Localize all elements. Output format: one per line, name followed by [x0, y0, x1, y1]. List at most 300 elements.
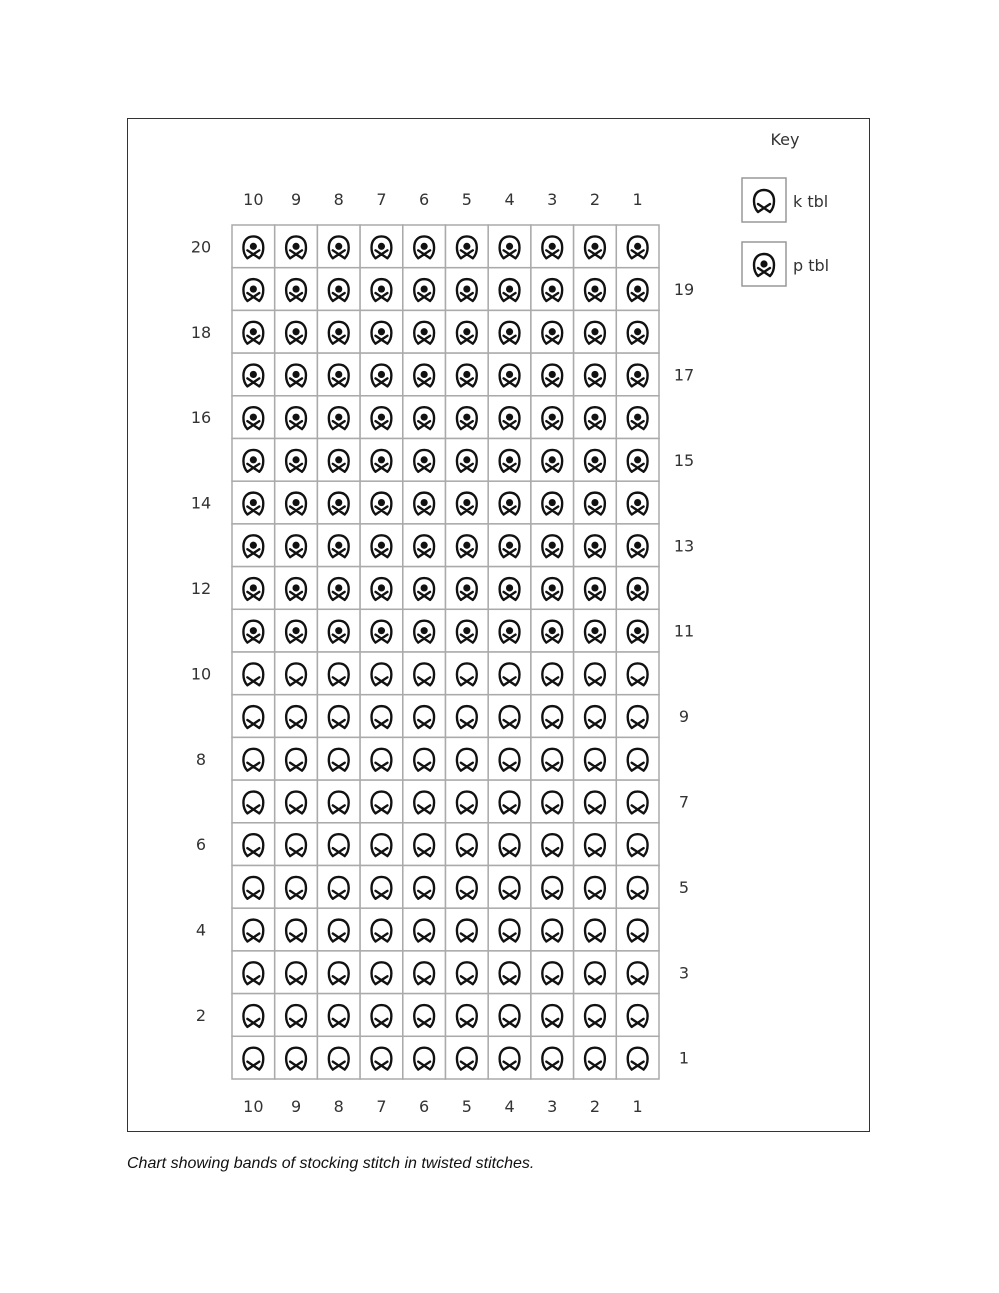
- stitch-cell: [531, 353, 574, 396]
- stitch-cell: [488, 823, 531, 866]
- stitch-cell: [446, 823, 489, 866]
- stitch-cell-box: [317, 652, 360, 695]
- stitch-cell: [275, 481, 318, 524]
- stitch-cell: [317, 439, 360, 482]
- stitch-cell: [360, 225, 403, 268]
- row-number: 17: [673, 365, 695, 385]
- stitch-cell: [403, 396, 446, 439]
- stitch-cell-box: [317, 823, 360, 866]
- stitch-cell: [275, 695, 318, 738]
- stitch-grid: [232, 225, 659, 1079]
- stitch-cell: [446, 396, 489, 439]
- stitch-cell-box: [446, 823, 489, 866]
- stitch-cell-box: [531, 652, 574, 695]
- stitch-cell: [574, 951, 617, 994]
- stitch-cell: [360, 908, 403, 951]
- stitch-cell: [317, 652, 360, 695]
- stitch-cell: [616, 737, 659, 780]
- row-number: 19: [673, 280, 695, 300]
- stitch-cell: [488, 951, 531, 994]
- stitch-cell: [446, 609, 489, 652]
- stitch-cell: [232, 866, 275, 909]
- stitch-cell: [360, 780, 403, 823]
- stitch-cell-box: [275, 737, 318, 780]
- stitch-cell: [488, 780, 531, 823]
- stitch-cell: [531, 695, 574, 738]
- stitch-cell-box: [488, 994, 531, 1037]
- stitch-cell: [275, 609, 318, 652]
- stitch-cell-box: [275, 823, 318, 866]
- row-numbers-right: [674, 280, 694, 1068]
- stitch-cell-box: [403, 994, 446, 1037]
- stitch-cell-box: [360, 951, 403, 994]
- stitch-cell: [232, 524, 275, 567]
- stitch-cell-box: [360, 823, 403, 866]
- stitch-cell: [360, 866, 403, 909]
- row-number: 5: [678, 877, 690, 897]
- stitch-cell: [574, 823, 617, 866]
- stitch-cell: [531, 951, 574, 994]
- row-number: 9: [678, 707, 690, 727]
- stitch-cell-box: [232, 994, 275, 1037]
- row-number: 3: [678, 963, 690, 983]
- stitch-cell: [403, 951, 446, 994]
- stitch-cell-box: [531, 780, 574, 823]
- stitch-cell: [317, 737, 360, 780]
- column-number: 5: [461, 190, 472, 209]
- stitch-cell: [531, 481, 574, 524]
- stitch-cell: [232, 567, 275, 610]
- stitch-cell-box: [360, 695, 403, 738]
- row-number: 6: [195, 835, 207, 855]
- stitch-cell: [616, 353, 659, 396]
- stitch-cell-box: [360, 1036, 403, 1079]
- stitch-cell: [317, 567, 360, 610]
- stitch-cell-box: [531, 1036, 574, 1079]
- column-numbers-top: [243, 190, 643, 209]
- stitch-cell-box: [360, 908, 403, 951]
- stitch-cell-box: [574, 994, 617, 1037]
- stitch-cell-box: [574, 866, 617, 909]
- stitch-cell-box: [574, 908, 617, 951]
- stitch-cell: [446, 737, 489, 780]
- stitch-cell: [360, 353, 403, 396]
- stitch-cell: [317, 908, 360, 951]
- stitch-cell: [531, 737, 574, 780]
- column-numbers-bottom: [243, 1097, 643, 1116]
- stitch-cell: [574, 652, 617, 695]
- stitch-cell: [275, 353, 318, 396]
- stitch-cell: [574, 780, 617, 823]
- stitch-cell: [531, 310, 574, 353]
- stitch-cell: [275, 994, 318, 1037]
- stitch-cell: [574, 737, 617, 780]
- stitch-cell-box: [232, 866, 275, 909]
- stitch-cell: [488, 396, 531, 439]
- stitch-cell: [574, 481, 617, 524]
- stitch-cell-box: [403, 866, 446, 909]
- stitch-cell-box: [488, 1036, 531, 1079]
- stitch-cell-box: [446, 780, 489, 823]
- stitch-cell: [616, 524, 659, 567]
- stitch-cell: [446, 439, 489, 482]
- stitch-cell: [616, 481, 659, 524]
- stitch-cell: [616, 396, 659, 439]
- stitch-cell: [317, 823, 360, 866]
- stitch-cell: [616, 567, 659, 610]
- stitch-cell: [232, 353, 275, 396]
- stitch-cell: [317, 1036, 360, 1079]
- column-number: 6: [419, 190, 430, 209]
- stitch-cell: [488, 994, 531, 1037]
- stitch-cell: [616, 908, 659, 951]
- stitch-cell: [574, 609, 617, 652]
- stitch-cell-box: [446, 908, 489, 951]
- stitch-cell: [317, 353, 360, 396]
- row-numbers-left: [191, 237, 211, 1025]
- stitch-cell-box: [531, 823, 574, 866]
- stitch-cell-box: [616, 780, 659, 823]
- stitch-cell: [360, 951, 403, 994]
- stitch-cell: [317, 396, 360, 439]
- stitch-cell-box: [488, 695, 531, 738]
- stitch-cell-box: [275, 695, 318, 738]
- stitch-cell-box: [403, 780, 446, 823]
- row-number: 15: [673, 450, 695, 470]
- stitch-cell: [275, 652, 318, 695]
- stitch-cell: [616, 609, 659, 652]
- stitch-cell-box: [275, 866, 318, 909]
- row-number: 13: [673, 536, 695, 556]
- stitch-cell-box: [574, 737, 617, 780]
- stitch-cell: [360, 1036, 403, 1079]
- stitch-cell: [232, 225, 275, 268]
- row-number: 11: [673, 621, 695, 641]
- stitch-cell: [360, 695, 403, 738]
- stitch-cell: [232, 695, 275, 738]
- stitch-cell-box: [531, 908, 574, 951]
- stitch-cell: [488, 353, 531, 396]
- stitch-cell-box: [360, 737, 403, 780]
- stitch-cell-box: [616, 866, 659, 909]
- stitch-cell: [616, 439, 659, 482]
- stitch-cell: [446, 994, 489, 1037]
- key-swatch-k-tbl: [742, 178, 786, 222]
- stitch-cell-box: [403, 695, 446, 738]
- stitch-cell: [403, 225, 446, 268]
- stitch-cell-box: [317, 737, 360, 780]
- stitch-cell: [446, 652, 489, 695]
- stitch-cell: [488, 567, 531, 610]
- stitch-cell-box: [531, 695, 574, 738]
- stitch-cell-box: [403, 1036, 446, 1079]
- stitch-cell: [488, 310, 531, 353]
- stitch-cell: [232, 1036, 275, 1079]
- stitch-cell: [403, 353, 446, 396]
- stitch-cell-box: [446, 695, 489, 738]
- stitch-cell-box: [574, 951, 617, 994]
- stitch-cell: [232, 737, 275, 780]
- stitch-cell: [317, 524, 360, 567]
- stitch-cell-box: [275, 951, 318, 994]
- stitch-cell: [275, 310, 318, 353]
- stitch-cell-box: [275, 908, 318, 951]
- stitch-cell-box: [616, 652, 659, 695]
- stitch-cell-box: [232, 695, 275, 738]
- stitch-cell: [232, 951, 275, 994]
- stitch-cell: [275, 1036, 318, 1079]
- stitch-cell: [446, 268, 489, 311]
- stitch-cell: [531, 439, 574, 482]
- stitch-cell-box: [232, 652, 275, 695]
- stitch-cell: [616, 1036, 659, 1079]
- stitch-cell: [317, 225, 360, 268]
- row-number: 12: [190, 578, 212, 598]
- stitch-cell-box: [531, 866, 574, 909]
- stitch-cell: [232, 268, 275, 311]
- stitch-cell-box: [446, 737, 489, 780]
- stitch-cell-box: [403, 823, 446, 866]
- stitch-cell: [403, 695, 446, 738]
- stitch-cell-box: [616, 695, 659, 738]
- stitch-cell-box: [232, 780, 275, 823]
- stitch-cell-box: [446, 994, 489, 1037]
- key-label-k-tbl: k tbl: [793, 192, 829, 211]
- stitch-cell: [446, 225, 489, 268]
- stitch-cell: [488, 652, 531, 695]
- stitch-cell: [574, 225, 617, 268]
- stitch-cell-box: [232, 823, 275, 866]
- stitch-cell: [275, 951, 318, 994]
- column-number: 10: [243, 1097, 264, 1116]
- stitch-cell-box: [488, 737, 531, 780]
- stitch-cell: [488, 524, 531, 567]
- row-number: 4: [195, 920, 207, 940]
- row-number: 2: [195, 1005, 207, 1025]
- stitch-cell: [488, 1036, 531, 1079]
- stitch-cell-box: [574, 652, 617, 695]
- stitch-cell: [360, 609, 403, 652]
- stitch-cell: [403, 823, 446, 866]
- stitch-cell-box: [403, 908, 446, 951]
- stitch-cell: [616, 652, 659, 695]
- column-number: 9: [290, 1097, 302, 1116]
- stitch-cell: [446, 524, 489, 567]
- stitch-cell-box: [232, 951, 275, 994]
- stitch-cell: [317, 951, 360, 994]
- stitch-cell-box: [403, 737, 446, 780]
- stitch-cell-box: [446, 652, 489, 695]
- stitch-cell: [275, 225, 318, 268]
- stitch-cell: [403, 310, 446, 353]
- stitch-cell: [488, 737, 531, 780]
- stitch-cell: [232, 994, 275, 1037]
- stitch-cell: [531, 908, 574, 951]
- stitch-cell-box: [616, 951, 659, 994]
- stitch-cell-box: [616, 823, 659, 866]
- stitch-cell: [574, 908, 617, 951]
- stitch-cell: [531, 866, 574, 909]
- stitch-cell: [275, 439, 318, 482]
- stitch-cell-box: [317, 866, 360, 909]
- stitch-cell: [616, 823, 659, 866]
- stitch-cell-box: [488, 908, 531, 951]
- stitch-cell: [360, 310, 403, 353]
- stitch-cell: [446, 1036, 489, 1079]
- stitch-cell: [488, 695, 531, 738]
- stitch-cell: [446, 310, 489, 353]
- stitch-cell: [574, 695, 617, 738]
- stitch-cell: [275, 780, 318, 823]
- stitch-cell: [574, 439, 617, 482]
- stitch-cell: [574, 994, 617, 1037]
- row-number: 10: [190, 664, 212, 684]
- stitch-cell: [446, 695, 489, 738]
- stitch-cell: [232, 310, 275, 353]
- stitch-cell: [360, 737, 403, 780]
- stitch-cell: [488, 225, 531, 268]
- stitch-cell: [275, 567, 318, 610]
- column-number: 6: [419, 1097, 430, 1116]
- stitch-cell-box: [574, 780, 617, 823]
- key-item-k-tbl: [742, 178, 828, 222]
- column-number: 4: [504, 190, 515, 209]
- stitch-cell-box: [403, 951, 446, 994]
- key-title: Key: [770, 130, 800, 149]
- stitch-cell: [360, 268, 403, 311]
- stitch-cell-box: [275, 1036, 318, 1079]
- stitch-cell: [403, 780, 446, 823]
- stitch-cell: [403, 609, 446, 652]
- stitch-cell: [360, 652, 403, 695]
- stitch-cell: [317, 481, 360, 524]
- stitch-cell-box: [317, 994, 360, 1037]
- stitch-cell: [403, 567, 446, 610]
- stitch-cell-box: [275, 780, 318, 823]
- stitch-cell: [232, 780, 275, 823]
- column-number: 2: [589, 1097, 601, 1116]
- stitch-cell: [488, 866, 531, 909]
- stitch-cell: [360, 994, 403, 1037]
- stitch-cell-box: [275, 652, 318, 695]
- stitch-cell-box: [616, 737, 659, 780]
- stitch-cell: [317, 866, 360, 909]
- stitch-cell-box: [317, 951, 360, 994]
- stitch-cell-box: [317, 780, 360, 823]
- stitch-cell-box: [531, 994, 574, 1037]
- row-number: 16: [190, 408, 212, 428]
- stitch-cell-box: [488, 866, 531, 909]
- stitch-cell: [317, 994, 360, 1037]
- stitch-cell: [531, 524, 574, 567]
- stitch-cell-box: [360, 994, 403, 1037]
- stitch-cell: [232, 396, 275, 439]
- stitch-cell: [531, 994, 574, 1037]
- stitch-cell-box: [488, 951, 531, 994]
- stitch-cell-box: [232, 1036, 275, 1079]
- stitch-cell: [531, 396, 574, 439]
- stitch-cell-box: [446, 951, 489, 994]
- stitch-cell: [403, 652, 446, 695]
- stitch-cell: [488, 908, 531, 951]
- stitch-cell: [446, 353, 489, 396]
- stitch-cell-box: [317, 1036, 360, 1079]
- stitch-cell: [360, 823, 403, 866]
- stitch-cell: [403, 439, 446, 482]
- stitch-cell: [403, 524, 446, 567]
- stitch-cell: [317, 268, 360, 311]
- stitch-cell: [531, 567, 574, 610]
- column-number: 7: [376, 1097, 387, 1116]
- stitch-cell: [275, 866, 318, 909]
- stitch-cell: [275, 524, 318, 567]
- stitch-cell: [275, 908, 318, 951]
- figure-caption: Chart showing bands of stocking stitch in twisted stitches.: [127, 1155, 535, 1172]
- stitch-cell: [317, 780, 360, 823]
- stitch-cell-box: [360, 866, 403, 909]
- column-number: 10: [243, 190, 264, 209]
- key-label-p-tbl: p tbl: [793, 256, 830, 275]
- column-number: 1: [632, 190, 643, 209]
- stitch-cell-box: [403, 652, 446, 695]
- stitch-cell-box: [232, 908, 275, 951]
- row-number: 14: [190, 493, 212, 513]
- row-number: 7: [678, 792, 690, 812]
- stitch-cell: [317, 695, 360, 738]
- stitch-cell: [446, 780, 489, 823]
- row-number: 20: [190, 237, 212, 257]
- stitch-cell: [531, 609, 574, 652]
- column-number: 8: [333, 190, 344, 209]
- stitch-cell: [275, 823, 318, 866]
- stitch-cell: [446, 481, 489, 524]
- stitch-cell: [360, 567, 403, 610]
- stitch-cell: [232, 908, 275, 951]
- stitch-cell: [232, 823, 275, 866]
- stitch-cell: [574, 567, 617, 610]
- stitch-cell: [574, 866, 617, 909]
- stitch-cell-box: [360, 780, 403, 823]
- stitch-cell: [403, 994, 446, 1037]
- stitch-cell: [616, 310, 659, 353]
- stitch-cell-box: [574, 695, 617, 738]
- stitch-cell: [616, 268, 659, 311]
- stitch-cell: [232, 481, 275, 524]
- stitch-cell: [403, 268, 446, 311]
- stitch-cell: [360, 524, 403, 567]
- stitch-cell-box: [488, 652, 531, 695]
- key-item-p-tbl: [742, 242, 829, 286]
- stitch-cell: [446, 951, 489, 994]
- stitch-cell-box: [275, 994, 318, 1037]
- stitch-cell: [488, 481, 531, 524]
- stitch-cell: [616, 866, 659, 909]
- stitch-cell-box: [317, 908, 360, 951]
- stitch-cell-box: [616, 994, 659, 1037]
- stitch-cell-box: [232, 737, 275, 780]
- stitch-cell: [488, 439, 531, 482]
- stitch-cell: [446, 866, 489, 909]
- column-number: 2: [589, 190, 601, 209]
- stitch-cell: [446, 908, 489, 951]
- stitch-cell: [403, 1036, 446, 1079]
- stitch-cell: [232, 652, 275, 695]
- column-number: 3: [547, 1097, 558, 1116]
- column-number: 4: [504, 1097, 515, 1116]
- stitch-cell: [403, 866, 446, 909]
- stitch-cell: [403, 737, 446, 780]
- stitch-cell: [488, 609, 531, 652]
